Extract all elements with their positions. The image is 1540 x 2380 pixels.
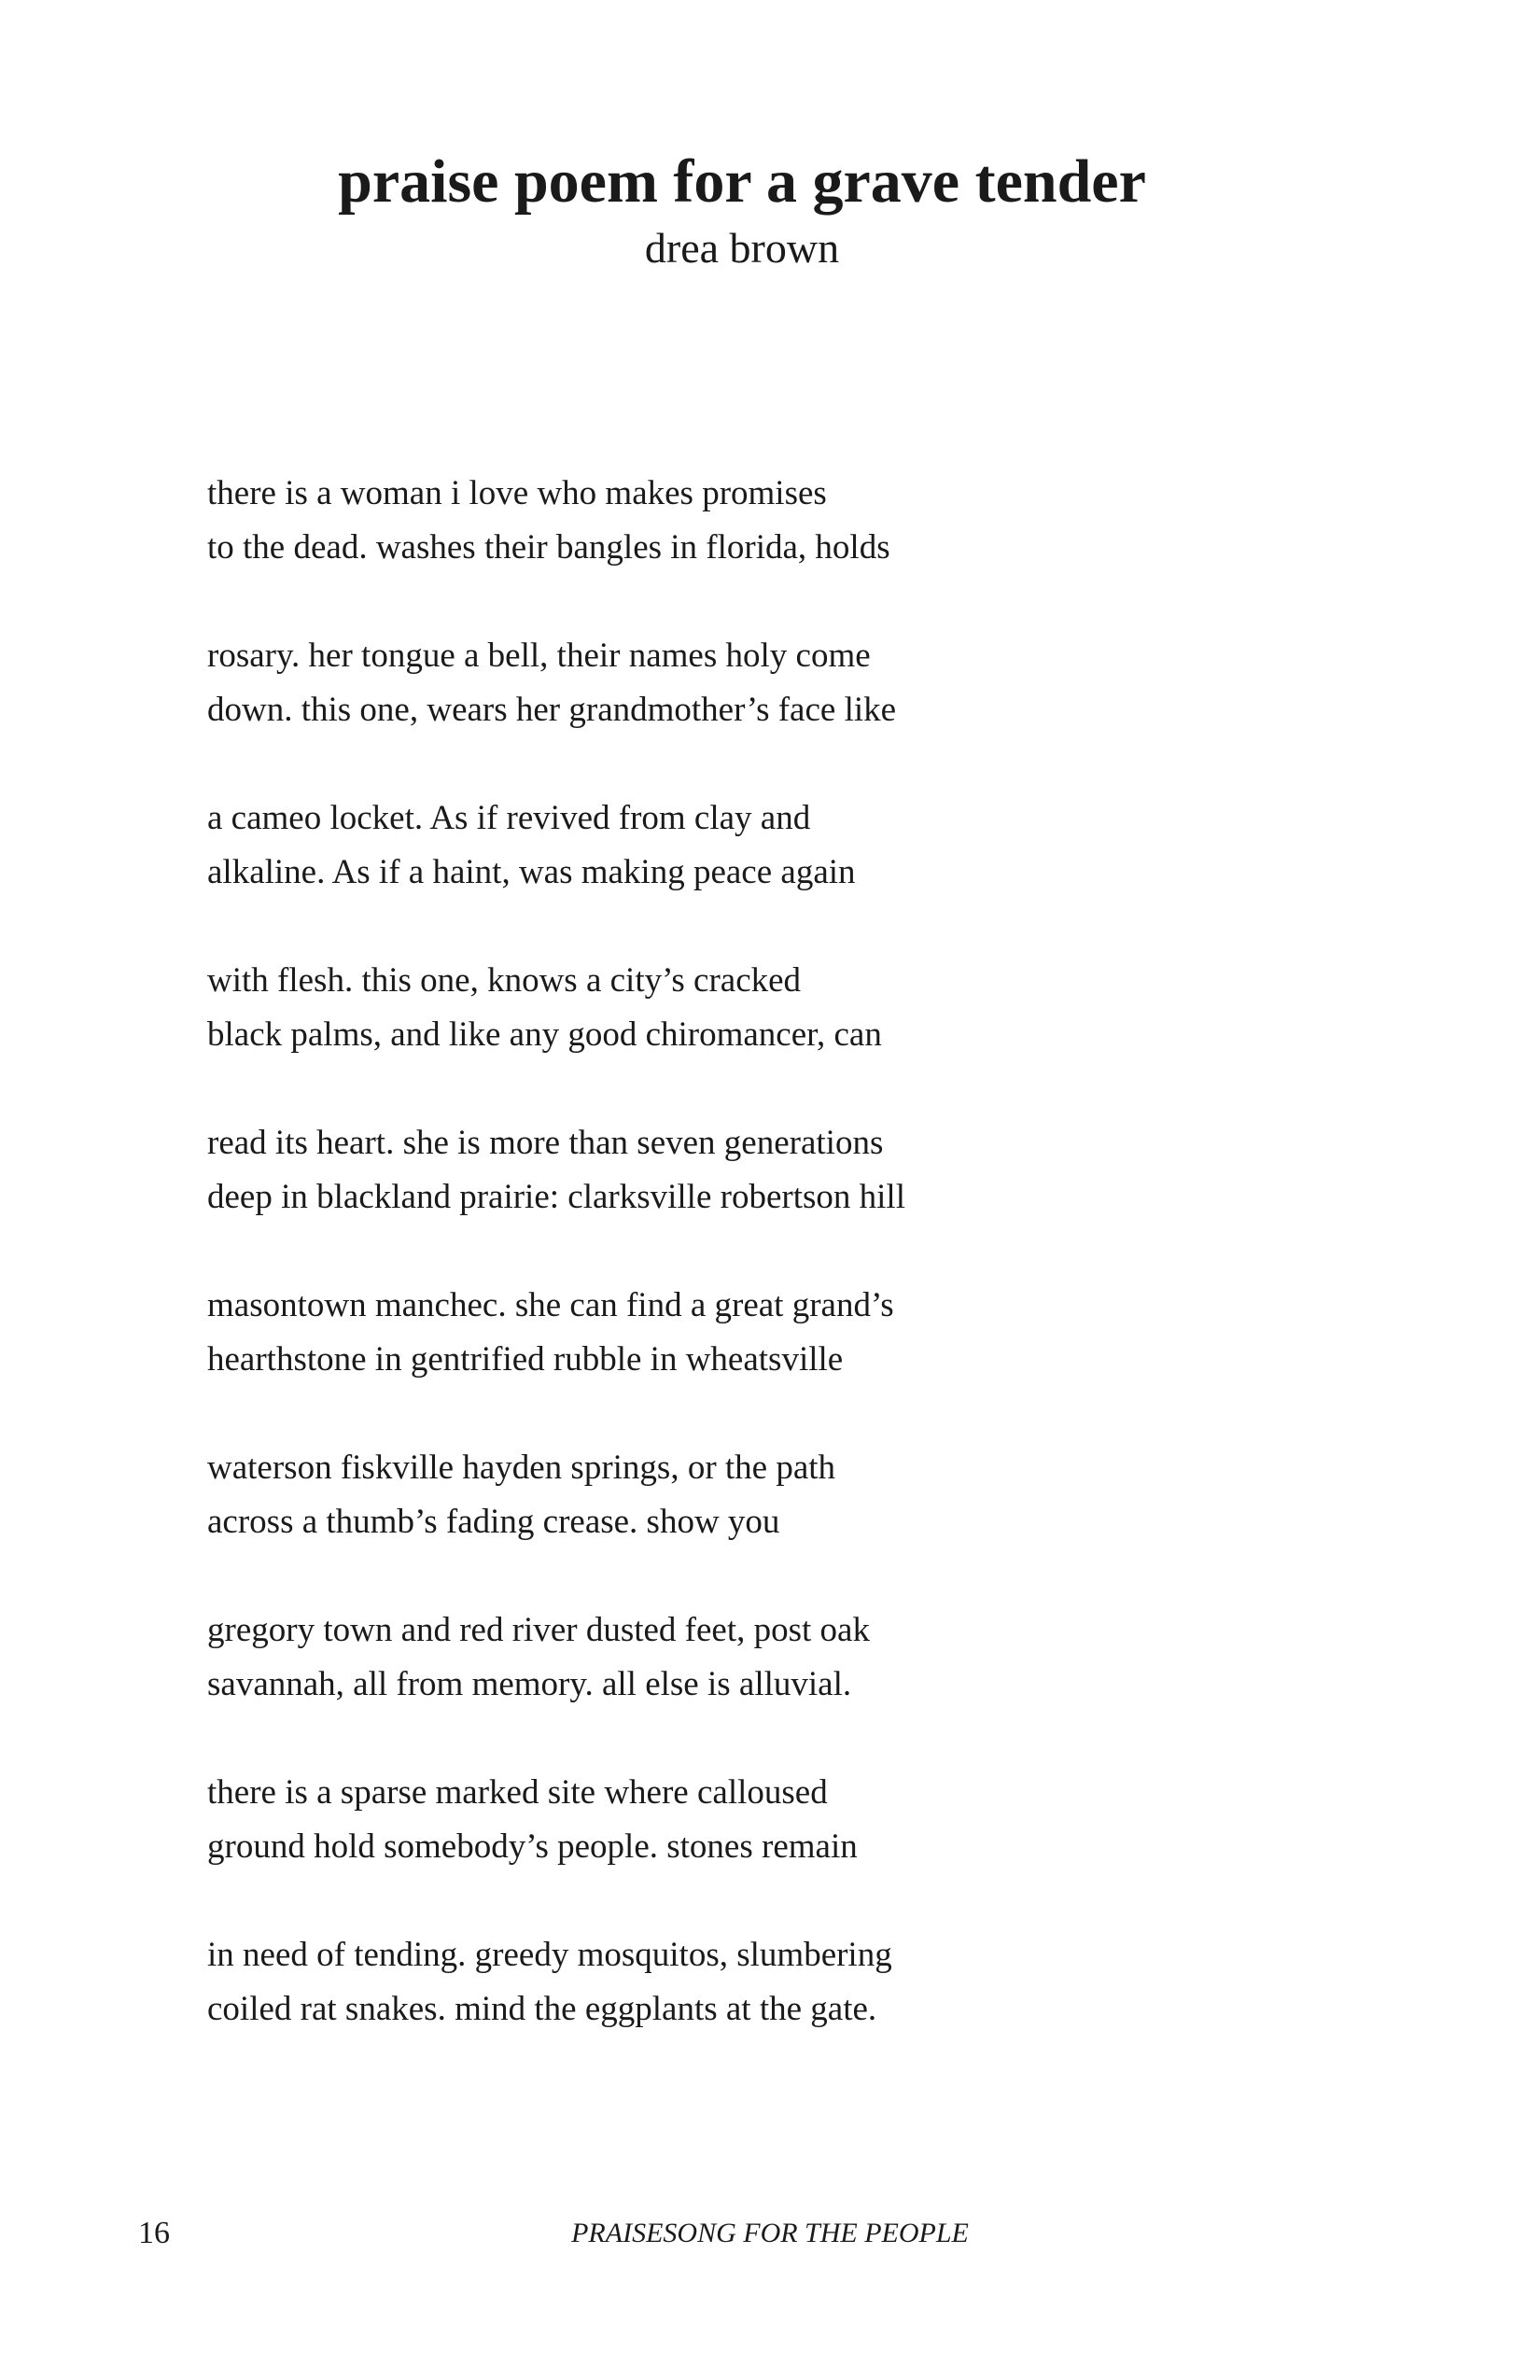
running-footer-title: PRAISESONG FOR THE PEOPLE: [571, 2218, 969, 2248]
stanza: [207, 629, 1327, 737]
stanza: [207, 1603, 1327, 1712]
poem-line: a cameo locket. As if revived from clay and: [207, 799, 811, 837]
poem-line: coiled rat snakes. mind the eggplants at the gate.: [207, 1990, 877, 2028]
stanza: [207, 1441, 1327, 1549]
stanza: [207, 954, 1327, 1062]
stanza: [207, 467, 1327, 575]
poem-line: waterson fiskville hayden springs, or the path: [207, 1449, 836, 1487]
poem-line: there is a sparse marked site where calloused: [207, 1773, 828, 1812]
stanza: [207, 1928, 1327, 2037]
stanza: [207, 1279, 1327, 1387]
poem-line: deep in blackland prairie: clarksville robertson hill: [207, 1178, 905, 1216]
poem-line: savannah, all from memory. all else is alluvial.: [207, 1665, 852, 1703]
poem-line: gregory town and red river dusted feet, post oak: [207, 1611, 870, 1649]
poem-line: there is a woman i love who makes promises: [207, 474, 827, 512]
poem-body: [207, 467, 1327, 2091]
poem-line: ground hold somebody’s people. stones remain: [207, 1827, 858, 1866]
poem-line: read its heart. she is more than seven generations: [207, 1124, 884, 1162]
poem-line: hearthstone in gentrified rubble in wheatsville: [207, 1340, 844, 1379]
page-number: 16: [138, 2216, 170, 2250]
poem-line: to the dead. washes their bangles in florida, holds: [207, 528, 890, 567]
stanza: [207, 1766, 1327, 1874]
poem-line: rosary. her tongue a bell, their names holy come: [207, 637, 871, 675]
poem-line: in need of tending. greedy mosquitos, slumbering: [207, 1936, 892, 1974]
poem-line: down. this one, wears her grandmother’s face like: [207, 691, 897, 729]
poem-line: across a thumb’s fading crease. show you: [207, 1503, 780, 1541]
poem-title: praise poem for a grave tender: [338, 147, 1146, 216]
poem-author: drea brown: [644, 224, 840, 272]
poem-line: alkaline. As if a haint, was making peace again: [207, 853, 856, 891]
poem-line: masontown manchec. she can find a great grand’s: [207, 1286, 894, 1324]
stanza: [207, 1116, 1327, 1225]
poem-line: black palms, and like any good chiromancer, can: [207, 1015, 882, 1054]
stanza: [207, 791, 1327, 900]
poem-line: with flesh. this one, knows a city’s cracked: [207, 961, 802, 1000]
